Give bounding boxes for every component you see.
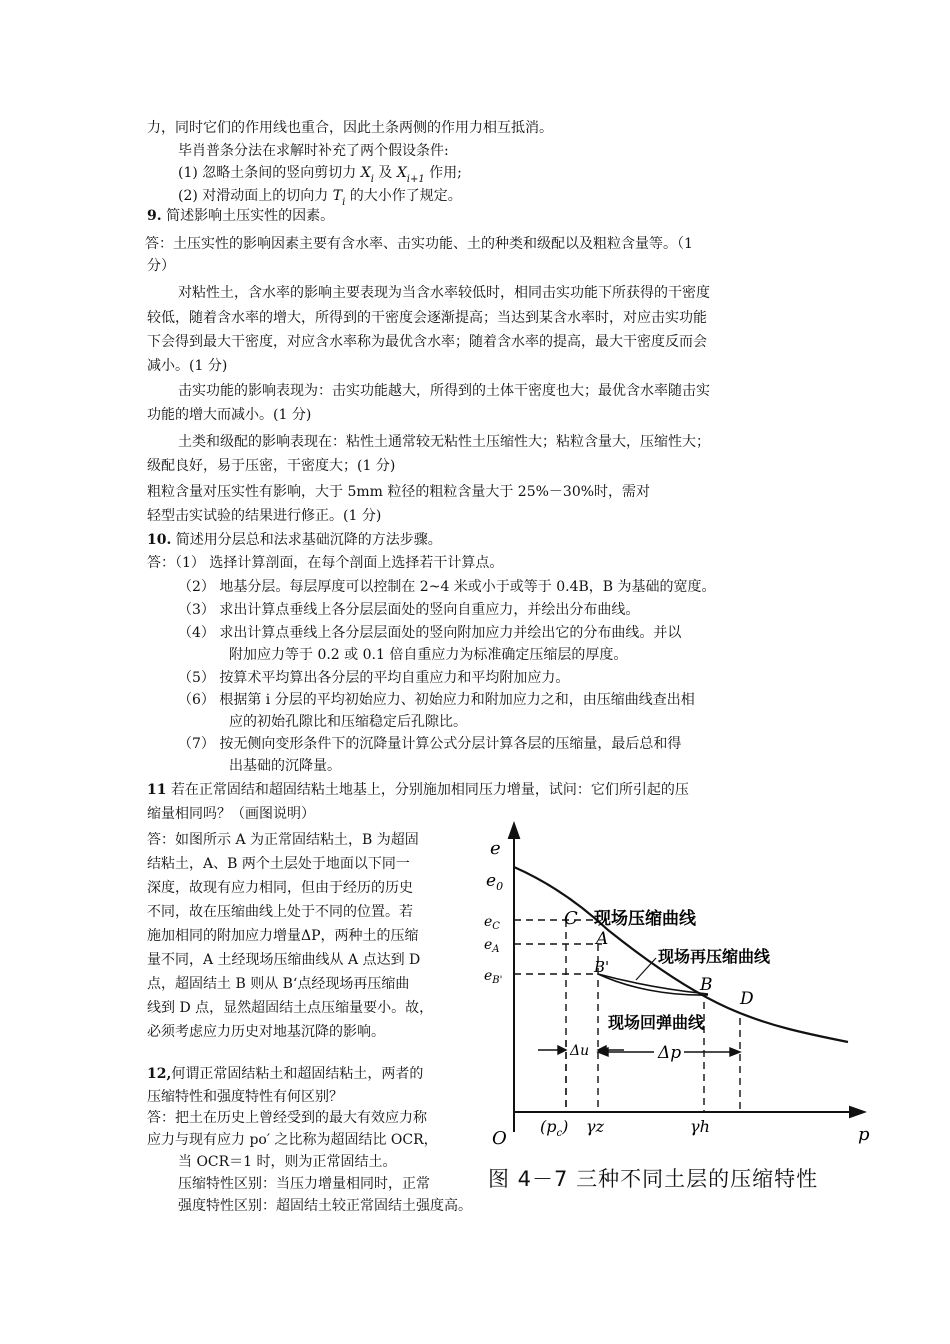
line-text: 击实功能的影响表现为：击实功能越大，所得到的土体干密度也大；最优含水率随击实 (178, 383, 710, 399)
text-line (147, 456, 395, 476)
text-line (147, 482, 650, 502)
tick-gh-label: γh (690, 1117, 710, 1136)
line-text: 缩量相同吗？（画图说明） (147, 806, 315, 822)
connector-text: 及 (373, 165, 397, 181)
text-line (229, 645, 627, 665)
text-line (147, 332, 707, 352)
text-line (178, 1152, 397, 1172)
axis-p-label: p (858, 1124, 870, 1145)
line-text: 答：土压实性的影响因素主要有含水率、击实功能、土的种类和级配以及粗粒含量等。（1 (145, 236, 693, 252)
text-line (178, 600, 639, 620)
line-text: 减小。(1 分) (147, 358, 228, 374)
e-axis-arrow (509, 824, 519, 838)
field-recompression-label: 现场再压缩曲线 (658, 947, 771, 966)
text-line (147, 998, 433, 1018)
axis-e-label: e (490, 838, 501, 859)
line-text-tail: 的大小作了规定。 (345, 188, 462, 204)
line-text: 结粘土，A、B 两个土层处于地面以下同一 (147, 856, 410, 872)
text-line (147, 405, 311, 425)
line-text: 功能的增大而减小。(1 分) (147, 407, 312, 423)
line-text: 土类和级配的影响表现在：粘性土通常较无粘性土压缩性大；粘粒含量大，压缩性大； (178, 434, 710, 450)
line-text: 若在正常固结和超固结粘土地基上，分别施加相同压力增量，试问：它们所引起的压 (166, 782, 689, 798)
p-axis-arrow (850, 1107, 864, 1117)
question-number: 9. (147, 208, 162, 224)
ec-label: $e_C$ (484, 914, 500, 932)
question-number: 11 (147, 782, 167, 798)
line-text: 力，同时它们的作用线也重合，因此土条两侧的作用力相互抵消。 (147, 120, 553, 136)
line-text: 简述用分层总和法求基础沉降的方法步骤。 (171, 532, 442, 548)
text-line (178, 283, 710, 303)
line-text: 答：（1） 选择计算剖面，在每个剖面上选择若干计算点。 (147, 555, 504, 571)
line-text: 强度特性区别：超固结土较正常固结土强度高。 (178, 1198, 472, 1214)
text-line (147, 1108, 427, 1128)
text-line (147, 902, 413, 922)
text-line (145, 234, 693, 254)
line-text: 粗粒含量对压实性有影响，大于 5mm 粒径的粗粒含量大于 25%－30%时，需对 (147, 484, 651, 500)
point-b-label: B (700, 975, 713, 995)
line-text: 点，超固结土 B 则从 B‘点经现场再压缩曲 (147, 976, 410, 992)
line-text: 附加应力等于 0.2 或 0.1 倍自重应力为标准确定压缩层的厚度。 (229, 647, 628, 663)
line-text: （3） 求出计算点垂线上各分层层面处的竖向自重应力，并绘出分布曲线。 (178, 602, 640, 618)
line-text: 压缩特性和强度特性有何区别？ (147, 1089, 343, 1105)
point-d-label: D (740, 989, 754, 1009)
compression-curve-figure (478, 812, 868, 1197)
tick-pc-label: $(p_c)$ (540, 1117, 569, 1139)
text-line (178, 1196, 472, 1216)
line-text: 不同，故在压缩曲线上处于不同的位置。若 (147, 904, 413, 920)
text-line (147, 506, 381, 526)
text-line (147, 950, 420, 970)
text-line (178, 186, 462, 208)
text-line (229, 756, 341, 776)
text-line (229, 712, 467, 732)
text-line (178, 690, 695, 710)
text-line (178, 1174, 430, 1194)
text-line (147, 974, 409, 994)
text-line (178, 668, 569, 688)
math-variable: $T_i$ (328, 188, 346, 208)
text-line (147, 926, 419, 946)
text-line (147, 118, 553, 138)
compression-curve-diagram (478, 812, 868, 1197)
line-text: （4） 求出计算点垂线上各分层层面处的竖向附加应力并绘出它的分布曲线。并以 (178, 625, 682, 641)
line-text-tail: 作用; (424, 165, 462, 181)
eb-label: $e_{B'}$ (484, 968, 503, 986)
text-line (147, 553, 503, 573)
math-variable: $X_{i+1}$ (396, 165, 425, 185)
text-line (147, 1064, 423, 1084)
text-line (147, 308, 707, 328)
field-rebound-label: 现场回弹曲线 (608, 1013, 705, 1032)
text-line (147, 356, 227, 376)
line-text: 级配良好，易于压密，干密度大；(1 分) (147, 458, 396, 474)
text-line (147, 804, 315, 824)
line-text: 对粘性土，含水率的影响主要表现为当含水率较低时，相同击实功能下所获得的干密度 (178, 285, 710, 301)
figure-caption: 图 4－7 三种不同土层的压缩特性 (488, 1167, 819, 1191)
line-text: 当 OCR＝1 时，则为正常固结土。 (178, 1154, 397, 1170)
line-text: 必须考虑应力历史对地基沉降的影响。 (147, 1024, 385, 1040)
origin-label: O (492, 1128, 507, 1149)
point-bprime-label: B' (594, 958, 610, 976)
text-line (147, 830, 419, 850)
line-text: 简述影响土压实性的因素。 (161, 208, 335, 224)
text-line (147, 1087, 343, 1107)
line-text: （6） 根据第 i 分层的平均初始应力、初始应力和附加应力之和，由压缩曲线查出相 (178, 692, 695, 708)
text-line (178, 734, 681, 754)
text-line (178, 577, 716, 597)
line-text: (2) 对滑动面上的切向力 (178, 188, 329, 204)
text-line (178, 141, 449, 161)
tick-gz-label: γz (586, 1117, 604, 1136)
text-line (147, 780, 689, 800)
field-compression-label: 现场压缩曲线 (594, 909, 696, 929)
ea-label: $e_A$ (484, 937, 500, 955)
line-text: 答：把土在历史上曾经受到的最大有效应力称 (147, 1110, 427, 1126)
line-text: 量不同，A 土经现场压缩曲线从 A 点达到 D (147, 952, 421, 968)
text-line (178, 432, 710, 452)
point-c-label: C (564, 908, 578, 929)
line-text: 出基础的沉降量。 (229, 758, 341, 774)
line-text: 压缩特性区别：当压力增量相同时，正常 (178, 1176, 430, 1192)
question-number: 12, (147, 1066, 172, 1082)
text-line (178, 623, 681, 643)
line-text: （5） 按算术平均算出各分层的平均自重应力和平均附加应力。 (178, 670, 570, 686)
line-text: 应力与现有应力 po′ 之比称为超固结比 OCR， (147, 1132, 438, 1148)
line-text: 较低，随着含水率的增大，所得到的干密度会逐渐提高；当达到某含水率时，对应击实功能 (147, 310, 707, 326)
delta-u-label: Δu (570, 1043, 590, 1059)
text-line (147, 854, 410, 874)
line-text: （7） 按无侧向变形条件下的沉降量计算公式分层计算各层的压缩量，最后总和得 (178, 736, 682, 752)
line-text: 深度，故现有应力相同，但由于经历的历史 (147, 880, 413, 896)
dimension-arrows (538, 1046, 740, 1056)
question-number: 10. (147, 532, 172, 548)
delta-p-label: Δp (658, 1043, 682, 1063)
text-line (147, 256, 175, 276)
line-text: 分） (147, 258, 175, 274)
line-text: 下会得到最大干密度，对应含水率称为最优含水率；随着含水率的提高，最大干密度反而会 (147, 334, 707, 350)
line-text: 轻型击实试验的结果进行修正。(1 分) (147, 508, 382, 524)
line-text: 应的初始孔隙比和压缩稳定后孔隙比。 (229, 714, 467, 730)
line-text: （2） 地基分层。每层厚度可以控制在 2~4 米或小于或等于 0.4B，B 为基础的宽度。 (178, 579, 716, 595)
text-line (147, 1130, 438, 1150)
line-text: 答：如图所示 A 为正常固结粘土，B 为超固 (147, 832, 419, 848)
math-variable: $X_i$ (356, 165, 374, 185)
text-line (147, 1022, 385, 1042)
line-text: (1) 忽略土条间的竖向剪切力 (178, 165, 357, 181)
text-line (147, 530, 442, 550)
e0-label: $e_0$ (486, 871, 504, 893)
text-line (147, 206, 334, 226)
point-a-label: A (596, 929, 609, 949)
line-text: 线到 D 点，显然超固结土点压缩量要小。故， (147, 1000, 434, 1016)
text-line (178, 163, 462, 185)
line-text: 施加相同的附加应力增量ΔP，两种土的压缩 (147, 928, 419, 944)
text-line (178, 381, 710, 401)
line-text: 何谓正常固结粘土和超固结粘土，两者的 (171, 1066, 424, 1082)
text-line (147, 878, 413, 898)
line-text: 毕肖普条分法在求解时补充了两个假设条件: (178, 143, 449, 159)
